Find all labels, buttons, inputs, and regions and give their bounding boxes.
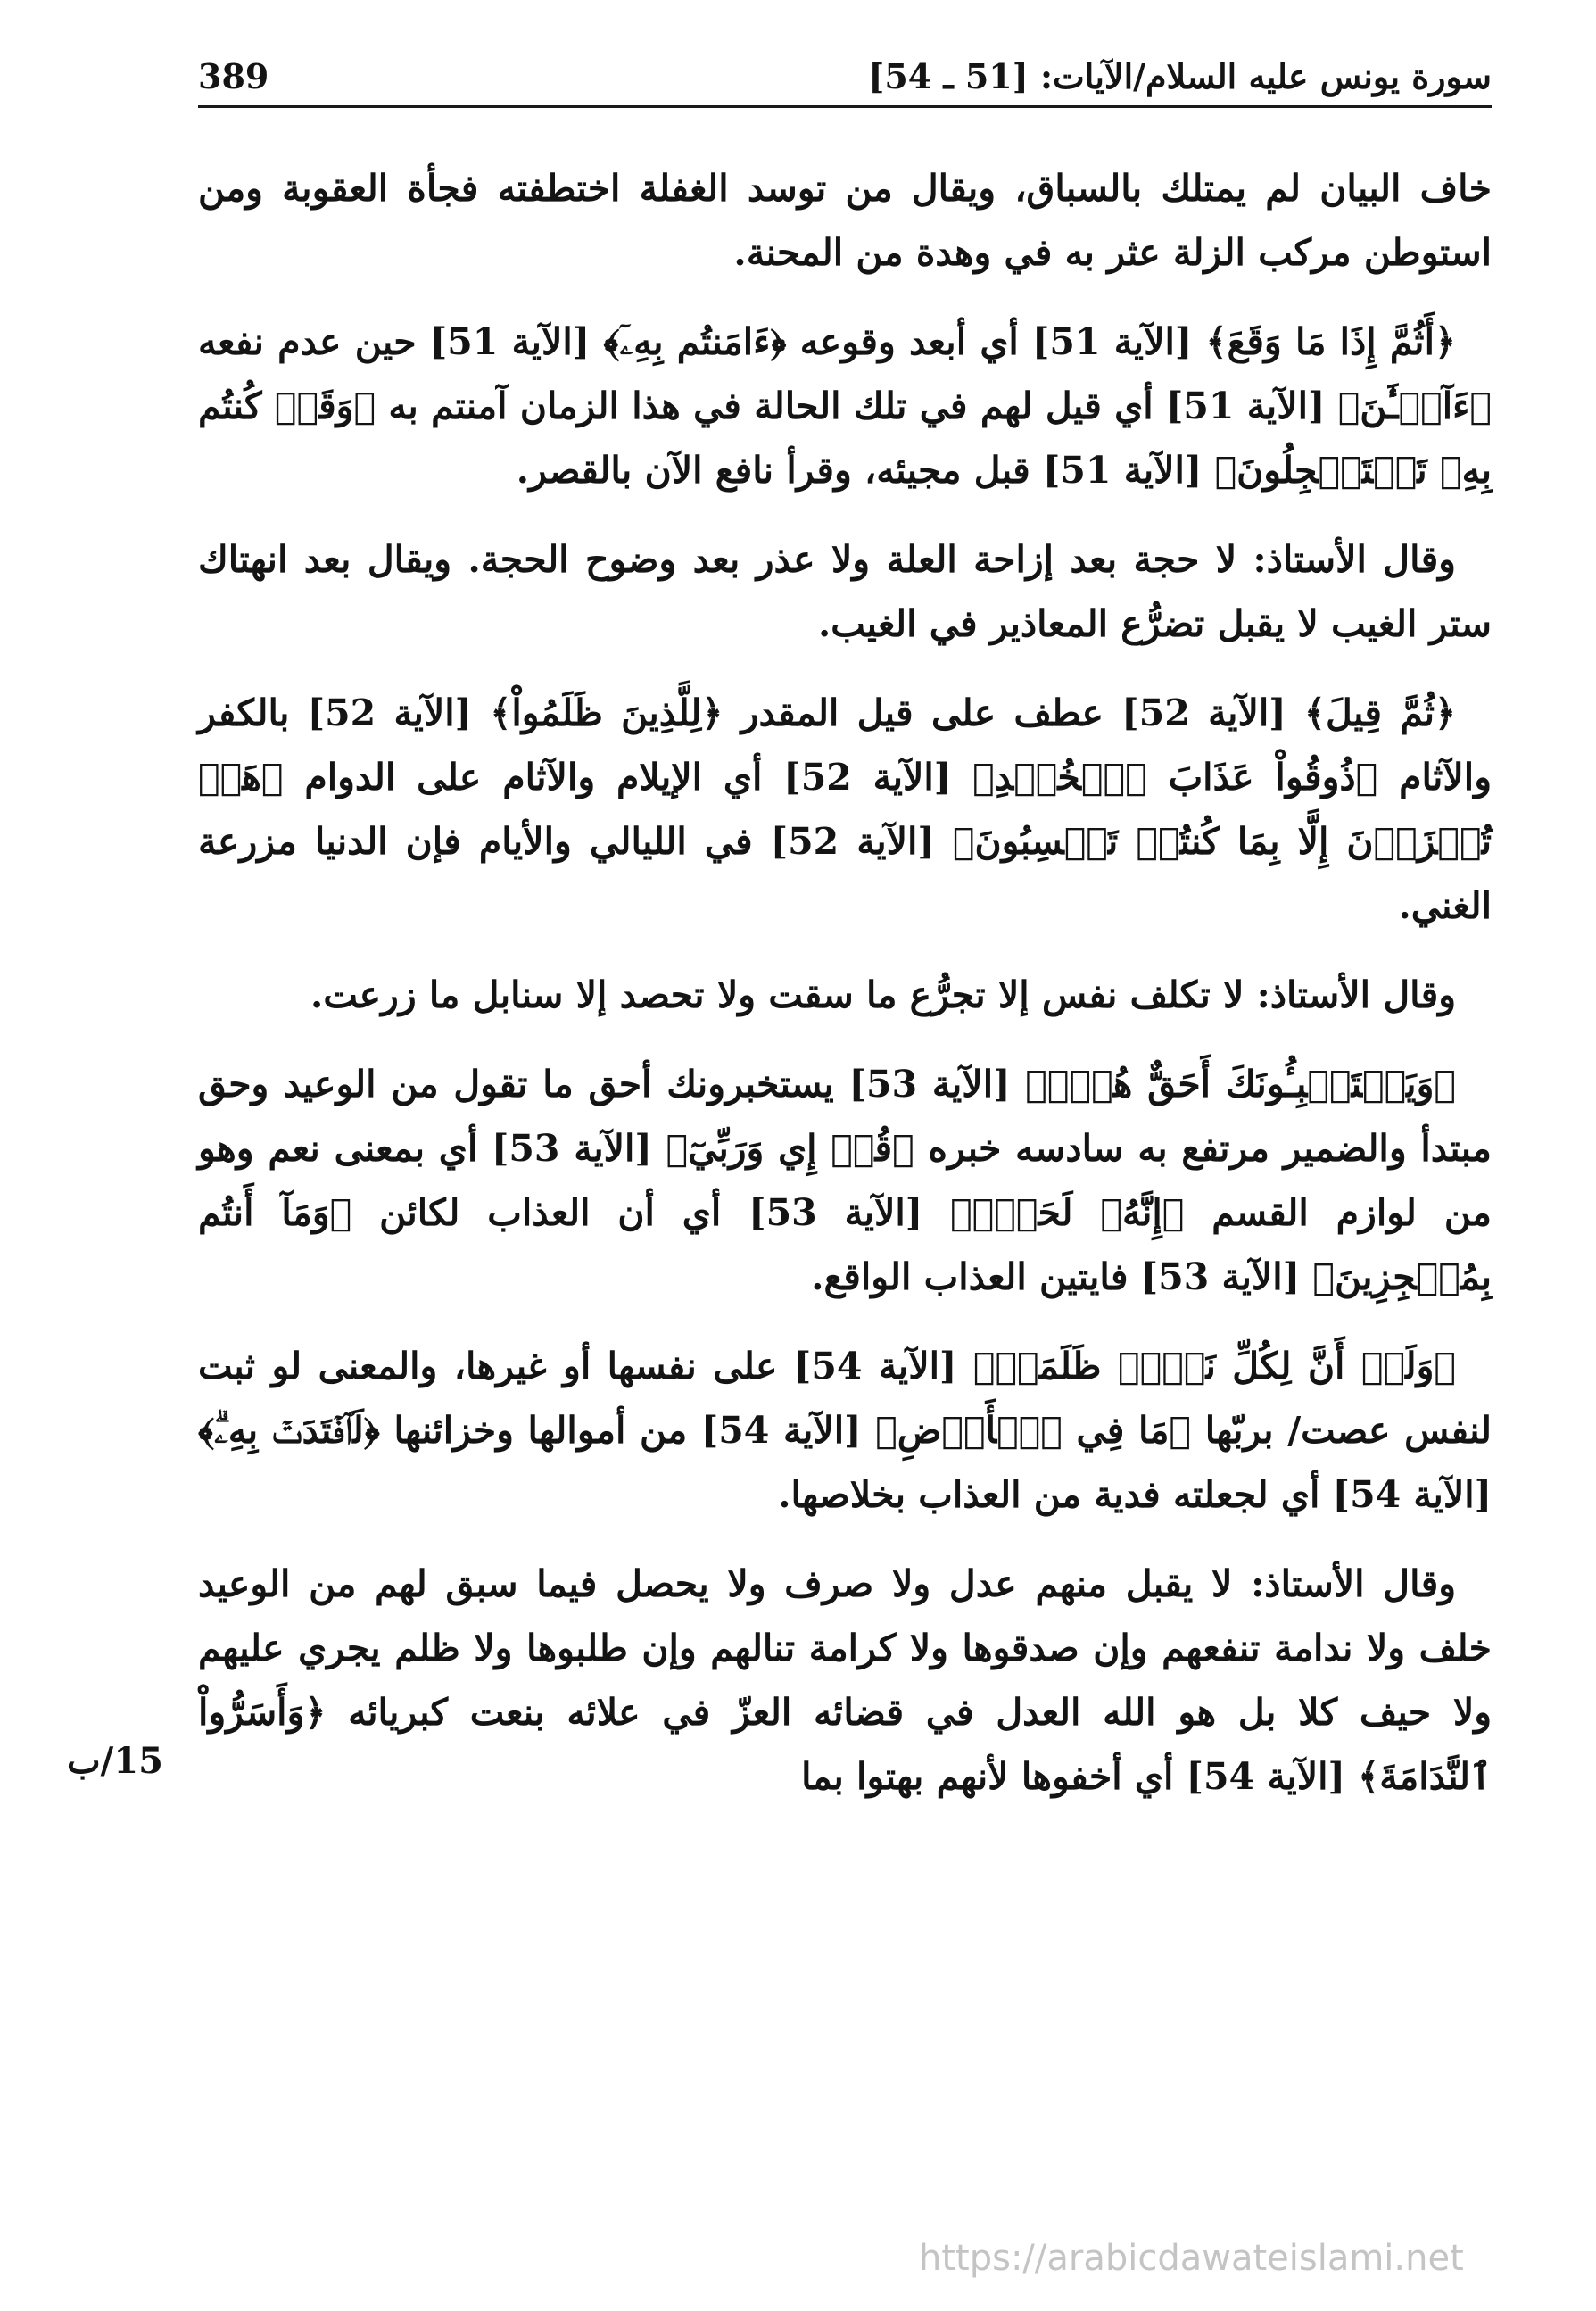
margin-folio-note: 15/ب [67, 1740, 163, 1782]
paragraph-2: ﴿أَثُمَّ إِذَا مَا وَقَعَ﴾ [الآية 51] أي أبعد وقوعه ﴿ءَامَنتُم بِهِۦٓ﴾ [الآية 51] حين عدم نفعه ﴿ءَآلۡـَٰٔنَ﴾ [الآية 51] أي قيل لهم في تلك الحالة في هذا الزمان آمنتم به ﴿وَقَدۡ كُنتُم بِهِۦ تَسۡتَعۡجِلُونَ﴾ [الآية 51] قبل مجيئه، وقرأ نافع الآن بالقصر. [198, 320, 1493, 492]
page-number: 389 [198, 55, 269, 96]
page-header [198, 49, 1492, 103]
watermark-url: https://arabicdawateislami.net [919, 2238, 1464, 2279]
paragraph-4: ﴿ثُمَّ قِيلَ﴾ [الآية 52] عطف على قيل المقدر ﴿لِلَّذِينَ ظَلَمُواْ﴾ [الآية 52] بالكفر والآثام ﴿ذُوقُواْ عَذَابَ ٱلۡخُلۡدِ﴾ [الآية 52] أي الإيلام والآثام على الدوام ﴿هَلۡ تُجۡزَوۡنَ إِلَّا بِمَا كُنتُمۡ تَكۡسِبُونَ﴾ [الآية 52] في الليالي والأيام فإن الدنيا مزرعة الغني. [198, 692, 1492, 927]
paragraph-8: وقال الأستاذ: لا يقبل منهم عدل ولا صرف ولا يحصل فيما سبق لهم من الوعيد خلف ولا ندامة تنفعهم وإن صدقوها ولا كرامة تنالهم وإن طلبوها ولا ظلم يجري عليهم ولا حيف كلا بل هو الله العدل في قضائه العزّ في علائه بنعت كبريائه ﴿وَأَسَرُّواْ ٱلنَّدَامَةَ﴾ [الآية 54] أي أخفوها لأنهم بهتوا بما [198, 1562, 1493, 1798]
header-rule [198, 105, 1492, 108]
paragraph-1: خاف البيان لم يمتلك بالسباق، ويقال من توسد الغفلة اختطفته فجأة العقوبة ومن استوطن مركب الزلة عثر به في وهدة من المحنة. [198, 167, 1492, 274]
paragraph-6: ﴿وَيَسۡتَنۢبِـُٔونَكَ أَحَقٌّ هُوَۖ﴾ [الآية 53] يستخبرونك أحق ما تقول من الوعيد وحق مبتدأ والضمير مرتفع به سادسه خبره ﴿قُلۡ إِي وَرَبِّيٓ﴾ [الآية 53] أي بمعنى نعم وهو من لوازم القسم ﴿إِنَّهُۥ لَحَقّٞ﴾ [الآية 53] أي أن العذاب لكائن ﴿وَمَآ أَنتُم بِمُعۡجِزِينَ﴾ [الآية 53] فايتين العذاب الواقع. [198, 1063, 1492, 1298]
paragraph-3: وقال الأستاذ: لا حجة بعد إزاحة العلة ولا عذر بعد وضوح الحجة. ويقال بعد انهتاك ستر الغيب لا يقبل تضرُّع المعاذير في الغيب. [198, 538, 1492, 645]
paragraph-5: وقال الأستاذ: لا تكلف نفس إلا تجرُّع ما سقت ولا تحصد إلا سنابل ما زرعت. [310, 973, 1456, 1016]
paragraph-7: ﴿وَلَوۡ أَنَّ لِكُلِّ نَفۡسٖ ظَلَمَتۡ﴾ [الآية 54] على نفسها أو غيرها، والمعنى لو ثبت لنفس عصت/ بربّها ﴿مَا فِي ٱلۡأَرۡضِ﴾ [الآية 54] من أموالها وخزائنها ﴿لَٱفۡتَدَتۡ بِهِۦۗ﴾ [الآية 54] أي لجعلته فدية من العذاب بخلاصها. [198, 1345, 1492, 1516]
page-body [198, 156, 1492, 1834]
running-title: سورة يونس عليه السلام/الآيات: [51 ـ 54] [868, 55, 1492, 96]
